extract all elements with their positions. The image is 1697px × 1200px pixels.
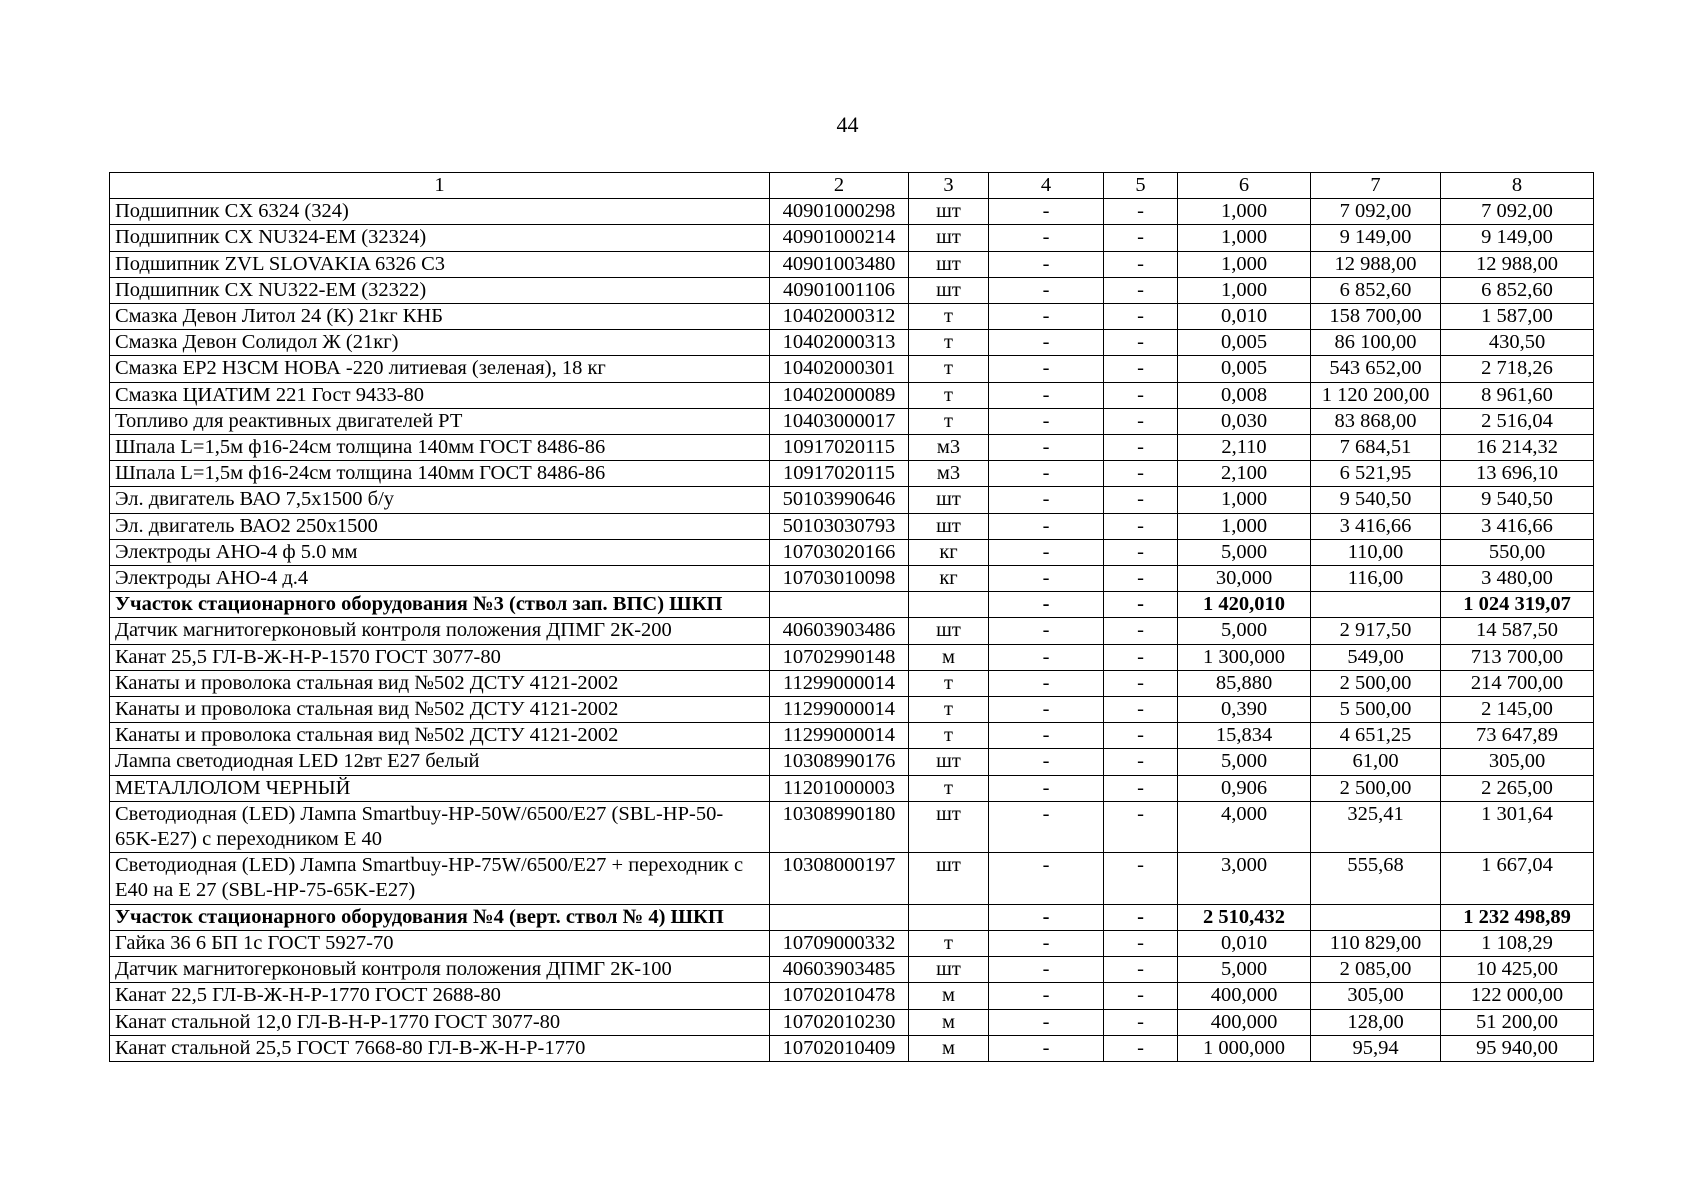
column-5-cell: - — [1104, 330, 1178, 356]
sum-cell: 16 214,32 — [1441, 435, 1594, 461]
unit-cell: кг — [909, 566, 989, 592]
item-name-cell: Датчик магнитогерконовый контроля положения ДПМГ 2К-200 — [110, 618, 770, 644]
column-5-cell: - — [1104, 801, 1178, 852]
quantity-cell: 1 300,000 — [1178, 644, 1311, 670]
price-cell: 1 120 200,00 — [1311, 382, 1441, 408]
section-row — [110, 592, 1594, 618]
quantity-cell: 85,880 — [1178, 670, 1311, 696]
quantity-cell: 1 420,010 — [1178, 592, 1311, 618]
item-code-cell: 11299000014 — [770, 723, 909, 749]
item-name-cell: Шпала L=1,5м ф16-24см толщина 140мм ГОСТ 8486-86 — [110, 435, 770, 461]
unit-cell: шт — [909, 957, 989, 983]
sum-cell: 2 145,00 — [1441, 697, 1594, 723]
unit-cell: шт — [909, 225, 989, 251]
table-row — [110, 618, 1594, 644]
column-4-cell: - — [989, 775, 1104, 801]
column-5-cell: - — [1104, 277, 1178, 303]
column-5-cell: - — [1104, 304, 1178, 330]
column-5-cell: - — [1104, 382, 1178, 408]
unit-cell: м — [909, 983, 989, 1009]
sum-cell: 430,50 — [1441, 330, 1594, 356]
quantity-cell: 400,000 — [1178, 983, 1311, 1009]
column-4-cell: - — [989, 225, 1104, 251]
item-code-cell: 50103990646 — [770, 487, 909, 513]
price-cell: 95,94 — [1311, 1035, 1441, 1061]
quantity-cell: 0,005 — [1178, 356, 1311, 382]
item-name-cell: Шпала L=1,5м ф16-24см толщина 140мм ГОСТ 8486-86 — [110, 461, 770, 487]
quantity-cell: 30,000 — [1178, 566, 1311, 592]
item-code-cell: 10402000089 — [770, 382, 909, 408]
quantity-cell: 0,010 — [1178, 930, 1311, 956]
price-cell: 305,00 — [1311, 983, 1441, 1009]
quantity-cell: 1,000 — [1178, 199, 1311, 225]
price-cell: 12 988,00 — [1311, 251, 1441, 277]
column-5-cell: - — [1104, 592, 1178, 618]
item-name-cell: Смазка EP2 НЗСМ НОВА -220 литиевая (зеленая), 18 кг — [110, 356, 770, 382]
price-cell: 158 700,00 — [1311, 304, 1441, 330]
item-code-cell: 10703010098 — [770, 566, 909, 592]
price-cell: 549,00 — [1311, 644, 1441, 670]
column-4-cell: - — [989, 408, 1104, 434]
item-code-cell: 10917020115 — [770, 435, 909, 461]
quantity-cell: 1,000 — [1178, 225, 1311, 251]
price-cell: 543 652,00 — [1311, 356, 1441, 382]
table-row — [110, 435, 1594, 461]
column-5-cell: - — [1104, 1009, 1178, 1035]
item-code-cell: 10709000332 — [770, 930, 909, 956]
sum-cell: 1 301,64 — [1441, 801, 1594, 852]
sum-cell: 13 696,10 — [1441, 461, 1594, 487]
item-code-cell: 40603903485 — [770, 957, 909, 983]
column-4-cell: - — [989, 382, 1104, 408]
quantity-cell: 1,000 — [1178, 277, 1311, 303]
column-5-cell: - — [1104, 697, 1178, 723]
price-cell: 128,00 — [1311, 1009, 1441, 1035]
column-number-row — [110, 173, 1594, 199]
sum-cell: 73 647,89 — [1441, 723, 1594, 749]
sum-cell: 1 667,04 — [1441, 853, 1594, 904]
price-cell: 61,00 — [1311, 749, 1441, 775]
item-code-cell: 50103030793 — [770, 513, 909, 539]
item-name-cell: Лампа светодиодная LED 12вт E27 белый — [110, 749, 770, 775]
price-cell: 2 085,00 — [1311, 957, 1441, 983]
item-name-cell: МЕТАЛЛОЛОМ ЧЕРНЫЙ — [110, 775, 770, 801]
column-number: 5 — [1104, 173, 1178, 199]
item-code-cell: 10402000301 — [770, 356, 909, 382]
price-cell — [1311, 904, 1441, 930]
unit-cell: м — [909, 1009, 989, 1035]
column-4-cell: - — [989, 670, 1104, 696]
item-name-cell: Участок стационарного оборудования №3 (ствол зап. ВПС) ШКП — [110, 592, 770, 618]
item-code-cell: 10403000017 — [770, 408, 909, 434]
price-cell: 116,00 — [1311, 566, 1441, 592]
quantity-cell: 4,000 — [1178, 801, 1311, 852]
column-5-cell: - — [1104, 644, 1178, 670]
item-code-cell: 10308990180 — [770, 801, 909, 852]
table-row — [110, 697, 1594, 723]
sum-cell: 1 108,29 — [1441, 930, 1594, 956]
unit-cell: м3 — [909, 461, 989, 487]
price-cell: 2 500,00 — [1311, 670, 1441, 696]
unit-cell: т — [909, 382, 989, 408]
sum-cell: 305,00 — [1441, 749, 1594, 775]
table-row — [110, 853, 1594, 904]
item-name-cell: Электроды АНО-4 д.4 — [110, 566, 770, 592]
unit-cell: шт — [909, 487, 989, 513]
table-row — [110, 461, 1594, 487]
price-cell: 2 917,50 — [1311, 618, 1441, 644]
unit-cell: м3 — [909, 435, 989, 461]
sum-cell: 3 480,00 — [1441, 566, 1594, 592]
item-name-cell: Канаты и проволока стальная вид №502 ДСТУ 4121-2002 — [110, 723, 770, 749]
price-cell: 110,00 — [1311, 539, 1441, 565]
item-name-cell: Светодиодная (LED) Лампа Smartbuy-HP-75W/6500/E27 + переходник с E40 на Е 27 (SBL-HP-75-65K-E27) — [110, 853, 770, 904]
item-code-cell: 10702010409 — [770, 1035, 909, 1061]
sum-cell: 8 961,60 — [1441, 382, 1594, 408]
sum-cell: 7 092,00 — [1441, 199, 1594, 225]
column-4-cell: - — [989, 199, 1104, 225]
unit-cell: т — [909, 356, 989, 382]
item-code-cell: 10308000197 — [770, 853, 909, 904]
column-number: 4 — [989, 173, 1104, 199]
column-5-cell: - — [1104, 904, 1178, 930]
column-4-cell: - — [989, 618, 1104, 644]
table-row — [110, 644, 1594, 670]
column-5-cell: - — [1104, 853, 1178, 904]
column-number: 1 — [110, 173, 770, 199]
column-5-cell: - — [1104, 513, 1178, 539]
price-cell — [1311, 592, 1441, 618]
price-cell: 325,41 — [1311, 801, 1441, 852]
sum-cell: 1 587,00 — [1441, 304, 1594, 330]
unit-cell: т — [909, 408, 989, 434]
quantity-cell: 3,000 — [1178, 853, 1311, 904]
item-name-cell: Смазка Девон Литол 24 (К) 21кг КНБ — [110, 304, 770, 330]
quantity-cell: 400,000 — [1178, 1009, 1311, 1035]
item-name-cell: Электроды АНО-4 ф 5.0 мм — [110, 539, 770, 565]
table-row — [110, 801, 1594, 852]
quantity-cell: 5,000 — [1178, 539, 1311, 565]
item-code-cell: 10402000313 — [770, 330, 909, 356]
price-cell: 7 684,51 — [1311, 435, 1441, 461]
item-code-cell — [770, 904, 909, 930]
column-4-cell: - — [989, 251, 1104, 277]
table-row — [110, 487, 1594, 513]
column-5-cell: - — [1104, 251, 1178, 277]
price-cell: 4 651,25 — [1311, 723, 1441, 749]
item-name-cell: Подшипник ZVL SLOVAKIA 6326 C3 — [110, 251, 770, 277]
sum-cell: 214 700,00 — [1441, 670, 1594, 696]
sum-cell: 122 000,00 — [1441, 983, 1594, 1009]
item-name-cell: Участок стационарного оборудования №4 (верт. ствол № 4) ШКП — [110, 904, 770, 930]
table-row — [110, 408, 1594, 434]
price-cell: 86 100,00 — [1311, 330, 1441, 356]
column-4-cell: - — [989, 749, 1104, 775]
column-4-cell: - — [989, 983, 1104, 1009]
item-name-cell: Смазка Девон Солидол Ж (21кг) — [110, 330, 770, 356]
unit-cell: шт — [909, 618, 989, 644]
price-cell: 110 829,00 — [1311, 930, 1441, 956]
item-code-cell: 40901001106 — [770, 277, 909, 303]
column-5-cell: - — [1104, 983, 1178, 1009]
item-name-cell: Светодиодная (LED) Лампа Smartbuy-HP-50W/6500/E27 (SBL-HP-50-65K-E27) с переходником Е 40 — [110, 801, 770, 852]
price-cell: 5 500,00 — [1311, 697, 1441, 723]
price-cell: 3 416,66 — [1311, 513, 1441, 539]
table-row — [110, 277, 1594, 303]
table-row — [110, 983, 1594, 1009]
quantity-cell: 1,000 — [1178, 487, 1311, 513]
column-5-cell: - — [1104, 1035, 1178, 1061]
column-4-cell: - — [989, 487, 1104, 513]
quantity-cell: 2,110 — [1178, 435, 1311, 461]
item-code-cell: 10702010230 — [770, 1009, 909, 1035]
price-cell: 555,68 — [1311, 853, 1441, 904]
page-number-text: 44 — [836, 112, 859, 137]
sum-cell: 9 149,00 — [1441, 225, 1594, 251]
column-number: 8 — [1441, 173, 1594, 199]
table-row — [110, 930, 1594, 956]
table-row — [110, 199, 1594, 225]
column-4-cell: - — [989, 801, 1104, 852]
table-row — [110, 225, 1594, 251]
column-5-cell: - — [1104, 539, 1178, 565]
table-body — [110, 173, 1594, 1062]
column-5-cell: - — [1104, 487, 1178, 513]
item-code-cell: 40603903486 — [770, 618, 909, 644]
table-row — [110, 539, 1594, 565]
item-name-cell: Подшипник CX NU322-EM (32322) — [110, 277, 770, 303]
item-code-cell: 40901003480 — [770, 251, 909, 277]
quantity-cell: 0,390 — [1178, 697, 1311, 723]
column-5-cell: - — [1104, 566, 1178, 592]
unit-cell — [909, 904, 989, 930]
column-5-cell: - — [1104, 723, 1178, 749]
column-number: 3 — [909, 173, 989, 199]
column-number: 6 — [1178, 173, 1311, 199]
item-code-cell: 10703020166 — [770, 539, 909, 565]
quantity-cell: 0,008 — [1178, 382, 1311, 408]
item-name-cell: Канат стальной 25,5 ГОСТ 7668-80 ГЛ-В-Ж-Н-Р-1770 — [110, 1035, 770, 1061]
price-cell: 6 521,95 — [1311, 461, 1441, 487]
table-row — [110, 749, 1594, 775]
unit-cell: т — [909, 930, 989, 956]
column-4-cell: - — [989, 539, 1104, 565]
sum-cell: 12 988,00 — [1441, 251, 1594, 277]
column-4-cell: - — [989, 435, 1104, 461]
column-5-cell: - — [1104, 775, 1178, 801]
table-row — [110, 513, 1594, 539]
unit-cell — [909, 592, 989, 618]
quantity-cell: 2 510,432 — [1178, 904, 1311, 930]
sum-cell: 1 024 319,07 — [1441, 592, 1594, 618]
page-number — [0, 112, 1697, 138]
quantity-cell: 1,000 — [1178, 251, 1311, 277]
sum-cell: 10 425,00 — [1441, 957, 1594, 983]
table-row — [110, 330, 1594, 356]
column-4-cell: - — [989, 957, 1104, 983]
column-5-cell: - — [1104, 618, 1178, 644]
column-5-cell: - — [1104, 930, 1178, 956]
column-4-cell: - — [989, 566, 1104, 592]
sum-cell: 95 940,00 — [1441, 1035, 1594, 1061]
item-name-cell: Канаты и проволока стальная вид №502 ДСТУ 4121-2002 — [110, 670, 770, 696]
column-5-cell: - — [1104, 957, 1178, 983]
column-5-cell: - — [1104, 356, 1178, 382]
price-cell: 83 868,00 — [1311, 408, 1441, 434]
table-row — [110, 1035, 1594, 1061]
quantity-cell: 15,834 — [1178, 723, 1311, 749]
inventory-table — [109, 172, 1594, 1062]
column-5-cell: - — [1104, 435, 1178, 461]
quantity-cell: 0,030 — [1178, 408, 1311, 434]
item-code-cell: 40901000298 — [770, 199, 909, 225]
quantity-cell: 1,000 — [1178, 513, 1311, 539]
quantity-cell: 2,100 — [1178, 461, 1311, 487]
item-code-cell: 10702010478 — [770, 983, 909, 1009]
item-name-cell: Подшипник CX NU324-EM (32324) — [110, 225, 770, 251]
unit-cell: м — [909, 1035, 989, 1061]
item-name-cell: Канат стальной 12,0 ГЛ-В-Н-Р-1770 ГОСТ 3077-80 — [110, 1009, 770, 1035]
item-name-cell: Гайка 36 6 БП 1с ГОСТ 5927-70 — [110, 930, 770, 956]
column-4-cell: - — [989, 513, 1104, 539]
unit-cell: шт — [909, 199, 989, 225]
quantity-cell: 5,000 — [1178, 618, 1311, 644]
sum-cell: 2 265,00 — [1441, 775, 1594, 801]
item-name-cell: Подшипник CX 6324 (324) — [110, 199, 770, 225]
column-5-cell: - — [1104, 670, 1178, 696]
table-row — [110, 957, 1594, 983]
unit-cell: т — [909, 697, 989, 723]
unit-cell: шт — [909, 853, 989, 904]
column-4-cell: - — [989, 697, 1104, 723]
column-4-cell: - — [989, 644, 1104, 670]
column-4-cell: - — [989, 1009, 1104, 1035]
unit-cell: т — [909, 723, 989, 749]
price-cell: 9 149,00 — [1311, 225, 1441, 251]
column-4-cell: - — [989, 930, 1104, 956]
item-name-cell: Канаты и проволока стальная вид №502 ДСТУ 4121-2002 — [110, 697, 770, 723]
sum-cell: 2 718,26 — [1441, 356, 1594, 382]
column-5-cell: - — [1104, 749, 1178, 775]
table-row — [110, 304, 1594, 330]
section-row — [110, 904, 1594, 930]
unit-cell: т — [909, 330, 989, 356]
quantity-cell: 1 000,000 — [1178, 1035, 1311, 1061]
sum-cell: 51 200,00 — [1441, 1009, 1594, 1035]
price-cell: 9 540,50 — [1311, 487, 1441, 513]
item-code-cell: 10402000312 — [770, 304, 909, 330]
price-cell: 6 852,60 — [1311, 277, 1441, 303]
quantity-cell: 0,906 — [1178, 775, 1311, 801]
unit-cell: т — [909, 304, 989, 330]
column-4-cell: - — [989, 904, 1104, 930]
item-code-cell: 40901000214 — [770, 225, 909, 251]
table-row — [110, 251, 1594, 277]
item-name-cell: Смазка ЦИАТИМ 221 Гост 9433-80 — [110, 382, 770, 408]
column-5-cell: - — [1104, 225, 1178, 251]
item-code-cell: 10308990176 — [770, 749, 909, 775]
quantity-cell: 0,010 — [1178, 304, 1311, 330]
table-row — [110, 382, 1594, 408]
sum-cell: 9 540,50 — [1441, 487, 1594, 513]
column-4-cell: - — [989, 723, 1104, 749]
column-4-cell: - — [989, 461, 1104, 487]
item-code-cell — [770, 592, 909, 618]
item-name-cell: Эл. двигатель ВАО2 250х1500 — [110, 513, 770, 539]
item-code-cell: 11299000014 — [770, 697, 909, 723]
column-5-cell: - — [1104, 461, 1178, 487]
table-row — [110, 1009, 1594, 1035]
unit-cell: т — [909, 775, 989, 801]
unit-cell: т — [909, 670, 989, 696]
price-cell: 2 500,00 — [1311, 775, 1441, 801]
column-5-cell: - — [1104, 408, 1178, 434]
unit-cell: шт — [909, 749, 989, 775]
item-code-cell: 11201000003 — [770, 775, 909, 801]
sum-cell: 3 416,66 — [1441, 513, 1594, 539]
unit-cell: шт — [909, 251, 989, 277]
sum-cell: 6 852,60 — [1441, 277, 1594, 303]
price-cell: 7 092,00 — [1311, 199, 1441, 225]
table-row — [110, 775, 1594, 801]
item-code-cell: 10917020115 — [770, 461, 909, 487]
item-name-cell: Датчик магнитогерконовый контроля положения ДПМГ 2К-100 — [110, 957, 770, 983]
item-name-cell: Топливо для реактивных двигателей РТ — [110, 408, 770, 434]
item-code-cell: 10702990148 — [770, 644, 909, 670]
table-row — [110, 723, 1594, 749]
unit-cell: м — [909, 644, 989, 670]
sum-cell: 2 516,04 — [1441, 408, 1594, 434]
column-4-cell: - — [989, 277, 1104, 303]
column-5-cell: - — [1104, 199, 1178, 225]
sum-cell: 550,00 — [1441, 539, 1594, 565]
column-4-cell: - — [989, 330, 1104, 356]
item-code-cell: 11299000014 — [770, 670, 909, 696]
unit-cell: кг — [909, 539, 989, 565]
column-4-cell: - — [989, 1035, 1104, 1061]
column-number: 2 — [770, 173, 909, 199]
item-name-cell: Эл. двигатель ВАО 7,5х1500 б/у — [110, 487, 770, 513]
item-name-cell: Канат 22,5 ГЛ-В-Ж-Н-Р-1770 ГОСТ 2688-80 — [110, 983, 770, 1009]
item-name-cell: Канат 25,5 ГЛ-В-Ж-Н-Р-1570 ГОСТ 3077-80 — [110, 644, 770, 670]
quantity-cell: 5,000 — [1178, 749, 1311, 775]
sum-cell: 713 700,00 — [1441, 644, 1594, 670]
table-row — [110, 356, 1594, 382]
sum-cell: 14 587,50 — [1441, 618, 1594, 644]
quantity-cell: 5,000 — [1178, 957, 1311, 983]
quantity-cell: 0,005 — [1178, 330, 1311, 356]
column-4-cell: - — [989, 356, 1104, 382]
table-row — [110, 670, 1594, 696]
table-row — [110, 566, 1594, 592]
unit-cell: шт — [909, 513, 989, 539]
unit-cell: шт — [909, 801, 989, 852]
column-4-cell: - — [989, 304, 1104, 330]
column-4-cell: - — [989, 853, 1104, 904]
column-number: 7 — [1311, 173, 1441, 199]
column-4-cell: - — [989, 592, 1104, 618]
unit-cell: шт — [909, 277, 989, 303]
sum-cell: 1 232 498,89 — [1441, 904, 1594, 930]
